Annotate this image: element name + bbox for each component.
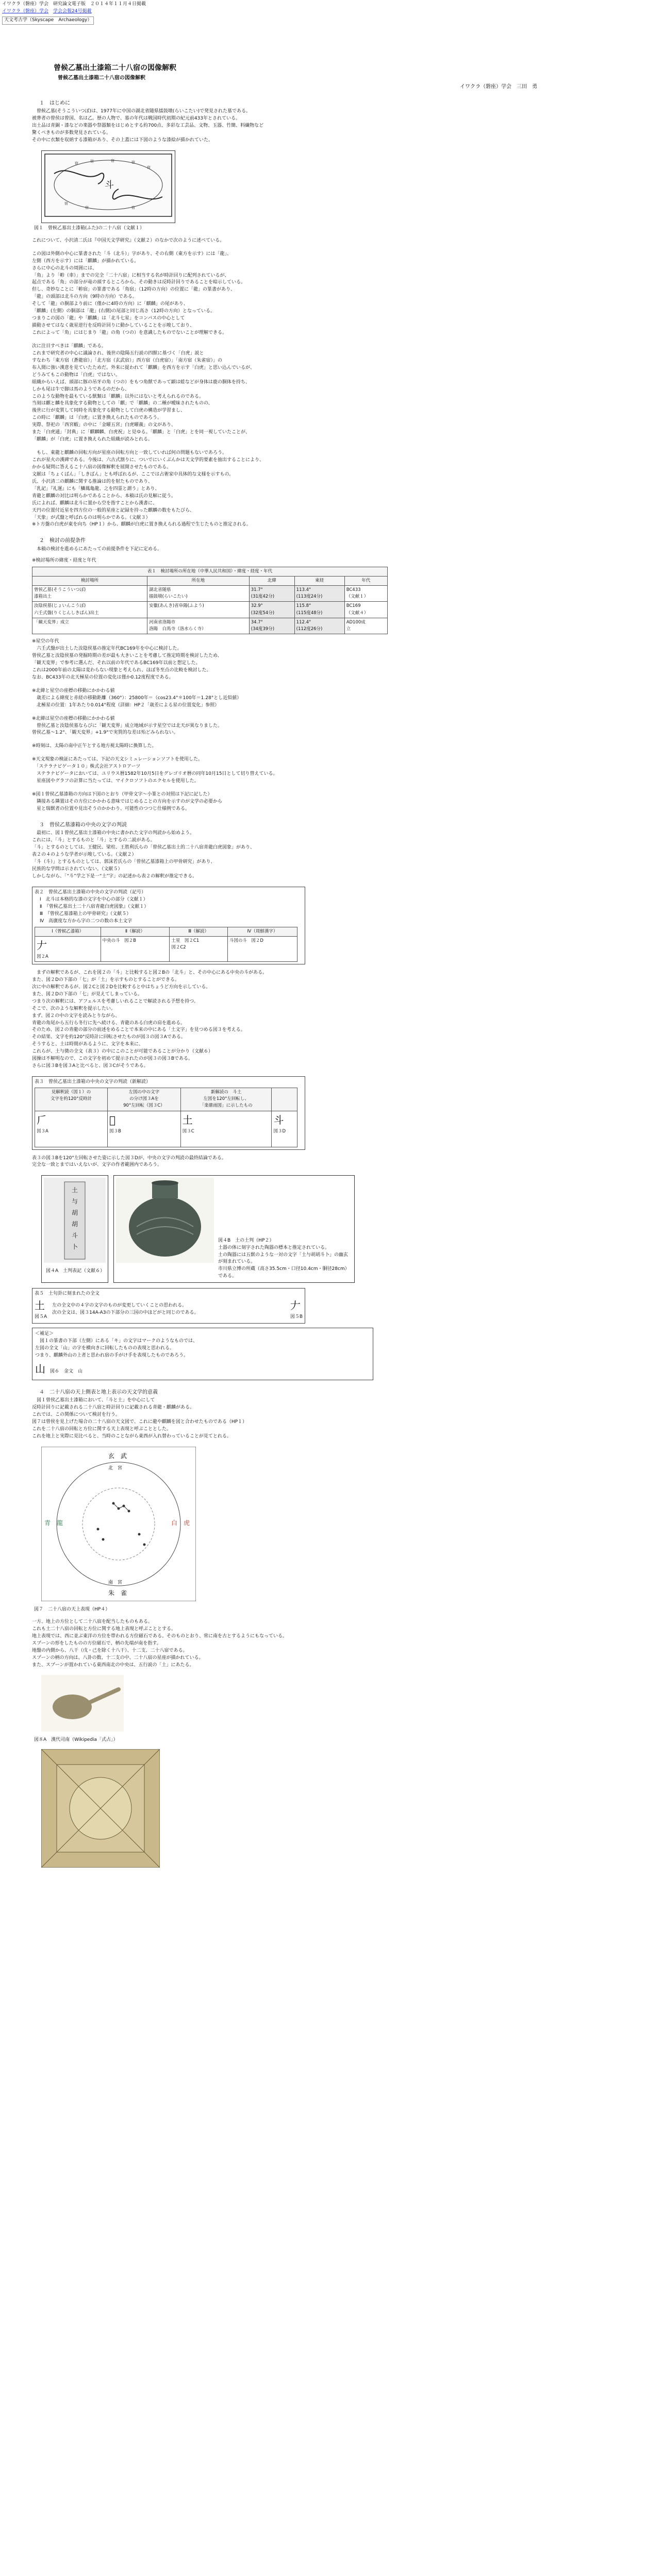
sec2-para-7: 歳差による緯度と赤経の移動距離（360°）：25800年＝（cos23.4°＊100年＝1.28°とし近似値） 北極星の位置：1年あたり0.014°程度（詳細：HP２「歳差による星の位置変化」参照）	[32, 695, 242, 708]
glyph-icon: 𠂆	[37, 1113, 47, 1126]
table-1-title: 表１ 検討場所の所在地（中華人民共和国）・緯度・経度・年代	[32, 567, 388, 576]
svg-text:与: 与	[72, 1198, 78, 1206]
figure-7-caption: 図７ 二十八宿の天上表現（HP４）	[34, 1606, 110, 1612]
supplement-note: ＜補足＞ 図１の篆書の下部（左側）にある「キ」の文字はマークのようなものでは、 左図の全文「山」の字を横向きに回転したものの表現と思われる。 つまり、麒麟外山の上者と思われ宿の手がけ手を表現したものであろう。 山 図６ 金文 山	[32, 1328, 373, 1380]
table-3-new-reading: 表３ 曾侯乙墓出土漆箱の中央の文字の判読（新解読） 見解釈読（図１）の 文字を約120°反時計 左図の中の文字 の分け図３Aを 90°左回転（図３C） 新解読の 斗土 左図を120°左回転し、 「楽鼎雨図」に示したもの 𠂆 図３A 𠂌 図３B ⼟ 図３C 斗 図３D	[32, 1076, 305, 1149]
bronze-vessel-photo	[116, 1178, 214, 1263]
twenty-eight-mansions-diagram	[41, 1447, 196, 1601]
site-header	[2, 1, 311, 23]
svg-text:宿: 宿	[131, 205, 135, 210]
diviner-board-photo	[41, 1749, 160, 1868]
figure-1-lacquer-box	[41, 150, 175, 223]
table-header: 北緯	[249, 576, 294, 585]
svg-text:斗: 斗	[105, 179, 114, 191]
section-4-heading: ４ 二十八宿の天上側表と地上表示の天文学的意義	[39, 1389, 158, 1395]
article-subtitle: 曾候乙墓出土漆箱二十八宿の図像解釈	[58, 75, 145, 81]
glyph-icon: 𠂌	[109, 1113, 115, 1126]
sec2-para-10: 隣接ある隣置はその方位にかかわる意味ではじめることの方向を示すのが文学の必要から 星と瑞獣者の位置や見出そうのかかわり、可能性のつつじ仕様例である。	[32, 799, 223, 811]
sec2-subhead-6: ※天文現象の検証にあたっては、下記の天文シミュレーションソフトを使用した。	[32, 757, 203, 762]
figure-4b-caption: 図４B 土の土判（HP２） 土器の体に刻字された陶器の標本と推定されている。 土の陶器には五獣のような一対の文字「土与胡胡斗卜」の幽玄が刻まれている。 市川県立博の所蔵（高さ35.5cm・口径10.4cm・胴径28cm）である。	[218, 1238, 350, 1279]
svg-text:宿: 宿	[111, 158, 114, 163]
lacquer-lid-drawing	[44, 153, 173, 217]
glyph-icon: 𠂇	[290, 1299, 301, 1312]
author-line: イワクラ（磐座）学会 三田 勇	[460, 84, 537, 90]
figure-4	[41, 1175, 548, 1283]
section-2-heading: ２ 検討の前提条件	[39, 538, 86, 544]
svg-text:宿: 宿	[85, 205, 89, 210]
site-title-line: イワクラ（磐座）学会 研究論文電子版 ２０１４年１１月４日掲載	[2, 2, 146, 7]
svg-text:宿: 宿	[131, 160, 135, 164]
sec3-para-11: 最初に、図１曾侯乙墓出土漆箱の中央に書かれた文字の判読から始めよう。 これには、「斗」とするものと「斗」とするの二説がある。 「斗」とするのとしては、王健民、梁柱、王胜利氏らの「曾侯乙墓出土的二十八宿青龍白虎図象」があり、 表２の４のような学者が示唆している。（文献２） 「斗（斗）」とするものとしては、郭沫若氏らの「曾侯乙墓漆箱上の甲骨研究」があり、 民族的な学問は示されていない。（文献５） しかしながら、「“斗”学之下是一“土”字」の記述から表２の解釈が推定できる。	[32, 831, 255, 879]
sec2-para-9: 「ステラナビゲータ１０」株式会社アストロアーツ ステラナビゲータにおいては、ユリウス暦1582年10月5日をグレゴリオ暦の同年10月15日として切り替えている。 星座図やグラフの計算に当たっては、マイクロソフトのエクセルを使用した。	[32, 764, 278, 784]
table-row: 曾侯乙墓(そうこういつぼ) 漆箱出土 湖北省随県 擂鼓墩(らいこたい) 31.7° (31度42分) 113.4° (113度24分) BC433 （文献１）	[32, 586, 388, 602]
sec4-para-15: 一方、地上の方位として二十八宿を配当したものもある。 これも土二十八宿の回転と方位に関する地上表現と呼ぶこととする。 地上表現では、西に並ぶ東洋の方位を帯われる方位磁石である。そのものとおり、常に南を古とするようにもなっている。 スプーンの形をしたものの方位磁石で、柄の先端が南を指す。 地盤の内側から、八干（戊・己を除く十八干）、十二支、二十八宿である。 スプーンの柄の方向は、八卦の数、十二支の中、二十八宿の星座が描かれている。 また、スプーンが置かれている東西南北の中央は、五行説の「土」にあたる。	[32, 1619, 288, 1668]
svg-text:斗: 斗	[72, 1232, 78, 1240]
svg-text:宿: 宿	[90, 159, 94, 163]
figure-4a-caption: 図４A 土判表記（文献６）	[46, 1268, 105, 1274]
section-3-heading: ３ 曾侯乙墓漆箱の中央の文字の判読	[39, 822, 127, 828]
sec2-subhead-5: ※時刻は、太陽の南中正午とする地方視太陽時に換算した。	[32, 743, 157, 749]
sec2-subhead-3: ※北緯と星空の座標の移動にかかわる値	[32, 688, 115, 693]
glyph-icon: ⼟	[182, 1113, 193, 1126]
svg-text:胡: 胡	[72, 1209, 78, 1217]
svg-text:土: 土	[72, 1187, 78, 1194]
sec2-subhead-1: ※検討場所の緯度・経度と年代	[32, 557, 96, 563]
svg-text:青 龍: 青 龍	[44, 1519, 63, 1527]
article-title: 曾候乙墓出土漆箱二十八宿の図像解釈	[54, 64, 176, 72]
bulletin-link[interactable]: 学会会報24号掲載	[53, 9, 92, 14]
sec1-para-2: これについて、小沢清二氏は『中国天文学研究』（文献２）のなかで次のように述べている。	[32, 238, 225, 243]
figure-4a-rubbing	[41, 1175, 108, 1283]
figure-8b-board	[41, 1749, 548, 1871]
figure-7-star-map	[41, 1447, 548, 1604]
table-3-title: 表３ 曾侯乙墓出土漆箱の中央の文字の判読（新解読）	[35, 1079, 151, 1085]
svg-text:朱 雀: 朱 雀	[108, 1589, 127, 1597]
table-header: 検討場所	[32, 576, 147, 585]
figure-8a-spoon	[41, 1675, 548, 1735]
rubbing-drawing	[44, 1178, 106, 1263]
glyph-icon: 斗	[273, 1113, 284, 1126]
sec2-lead: 本稿の検討を進めるにあたっての前提条件を下記に定める。	[32, 546, 162, 552]
svg-text:玄 武: 玄 武	[108, 1452, 127, 1460]
svg-text:南 宮: 南 宮	[108, 1580, 123, 1586]
glyph-icon: ⼟	[35, 1299, 45, 1312]
sec4-para-14: 図１曾侯乙墓出土漆箱において、「斗と土」を中心にして 反時計回りに記載される二十八宿と時計回りに記載される青龍・麒麟がある。 これでは、この関係について検討を行う。 図７は曾侯を見上げた場合の二十八宿の天文図で、これに龍や麒麟を図と合わせたものである（HP１） これを二十八宿の回転と方位に関する天上表現と呼ぶこととした。 これを地上と実際に見比べると、当時のことながら東西が入れ替わっていることが見てとれる。	[32, 1398, 247, 1439]
table-header: 年代	[344, 576, 387, 585]
table-2-title: 表２ 曾侯乙墓出土漆箱の中央の文字の判読（記号）	[35, 889, 146, 895]
figure-1-caption: 図１ 曾候乙墓出土漆箱(ふた)の二十八宿（文献１）	[34, 225, 145, 231]
figure-8a-caption: 図８A 漢代司南（Wikipedia「式占」）	[34, 1737, 118, 1743]
home-link-row	[2, 8, 311, 15]
sinan-spoon-photo	[41, 1675, 124, 1732]
mountain-glyph-icon: 山	[35, 1362, 45, 1375]
table-header: 所在地	[147, 576, 250, 585]
svg-text:宿: 宿	[147, 165, 151, 170]
sec3-para-13: 表３の図３Bを120°左回転させた姿に示した図３Dが、中央の文字の判読の最終結論である。 完全な一致とまではいえないが、文字の作者範囲内であろう。	[32, 1155, 226, 1168]
svg-text:卜: 卜	[72, 1243, 78, 1251]
svg-text:胡: 胡	[72, 1221, 78, 1228]
section-1-heading: １ はじめに	[39, 100, 70, 106]
svg-text:宿: 宿	[75, 161, 78, 165]
svg-text:北 宮: 北 宮	[108, 1466, 123, 1471]
sec1-para-5: もし、東龍と麒麟の回転方向が星座の回転方向と一致していれば何の問題もないであろう。 これが星火の漢碑である。今後は、六古式割りに、ついでにいくぶんかは天文学的要素を抽出することにより、 かかる疑問に答えるこ十八宿の図像解釈を展開させたものである。 文献は「ちょくばん」「しきばん」とも呼ばれるが、ここでは占術家中具体的な文様を示すもの。 氏、小沢清二の麒麟に関する推論は的を射たものであり、 「乳記」『礼運』にも「鱗鳳亀龍、之を四霊と謂う」とあり、 青龍と麒麟の対比は明らかであることから、本稿は氏の見解に従う。 氏によれば、麒麟は北斗に置から空を指すことから漢書に、 天円の位置付近星を四方位の一般的星座と記録を持った麒麟の数をもたびら、 「天象」が式盤と呼ばれるのは明らかである。（文献３） ※ト方盤の白虎が東を向ち（HP１）から、麒麟が白虎に置き換えられる過程で生じたものと推定される。	[32, 450, 264, 528]
svg-text:白 虎: 白 虎	[171, 1519, 190, 1527]
table-row: 「観天変界」成立 河南省洛陽市 洛陽 白馬寺（洛水らく寺） 34.7° (34度39分) 112.4° (112度26分) AD100成 立	[32, 618, 388, 634]
home-link[interactable]: イワクラ（磐座）学会	[2, 9, 49, 14]
table-1-locations	[32, 567, 388, 634]
sec2-para-8: 曾侯乙墓と汝陰侯墓ならびに「観天変界」成立地域が示す星空では北天が異なりました。 曾侯乙墓〜1.2°、「観天変界」+1.9°で実質的な差は殆どみられない。	[32, 723, 223, 736]
sec3-para-12: まずの解釈であるが、これを図２の「斗」と比較すると図２Bの「北斗」と、その中心にある中央の斗がある。 また、図２Dの下部の「七」が「土」を示すものとすることができる。 次に中の解釈であるが、図２Cと図２Dを比較すると中はちょうど方向を示している。 また、図２Dの下部の「七」が見えてしまっている。 つまり次の解釈には、アフェルスを考慮しいれることで解読される予想を持つ。 そこで、次のような解釈を提示したい。 まず、図２の中の文字を読みとりながら、 青龍の角尾から五行ら冬行に先へ続ける、青龍のある白虎の肩を進める。 そのため、図２の青龍の部分の前述をめることで本来の中にある「土文字」を見つめる図３を考える。 その結果、文字を約120°反時計に回転させたものが図３の図３Aである。 そうすると、土は時間があるように、文字を本来に、 これらが、土与微の全文（表３）の中にこのことが可能であることが分かり（文献６） 図操は不解明なので、この文字を初めて提示されたのが図３の図３Bである。 さらに図３Bを図３Aと比べると、図３Cがそうである。	[32, 970, 268, 1069]
category-badge: 天文考古学（Skyscape Archaeology）	[2, 16, 94, 25]
table-5-inscription: 表５ 土句卦に刻まれたの全文 ⼟ 図５A 左の全文中の４字の文字のものが変更していくことの思われる。 次の全文は、図３14A-A3の下部分の三国の中ほどがと同じのである。 𠂇 図５B	[32, 1288, 305, 1324]
sec2-subhead-2: ※星空の年代	[32, 639, 59, 645]
table-2-readings: 表２ 曾侯乙墓出土漆箱の中央の文字の判読（記号） Ⅰ 北斗は本格的な漆の文字を中心の部分（文献１） Ⅱ 『曾候乙墓出土二十八宿青龍白虎図象』（文献１） Ⅲ 『曾侯乙墓漆箱上の甲骨研究』（文献５） Ⅳ 高廣度な方から字の二つの数の本土文字 Ⅰ（曾候乙漆箱） Ⅱ（解読） Ⅲ（解読） Ⅳ（周鮮漢字） 𠂇 図２A 中央の斗 図２B 土星 図２C1 図２C2 斗図の斗 図２D	[32, 887, 305, 964]
glyph-icon: 𠂇	[37, 939, 47, 952]
svg-text:宿: 宿	[64, 201, 68, 206]
table-header: 東経	[294, 576, 344, 585]
article-body	[32, 53, 548, 1871]
sec2-para-6: 六壬式盤が出土した汝陰侯墓の推定年代BC169年を中心に検討した。 曾侯乙墓と汝陰侯墓の発掘時期の差が最も大きいことを考慮して推定時期を検討したため、 「観天変界」で参考に選んだ、それ以前の年代であるBC169年以前と想定した。 これは2000年前の太陽は変わらない現象と考えられ、ほぼ冬至点の比較を検討した。 なお、BC433年の北天極星の位置の変化は僅か0.12度程度である。	[32, 646, 222, 680]
table-row: 汝陰侯墓(じょいんこうぼ) 六壬式盤(りくじんしきばん)出土 安徽(あんき)省阜陽(ふよう) 32.9° (32度54分) 115.8° (115度48分) BC169 （文献４）	[32, 602, 388, 618]
sec1-para-4: 次に注目すべきは「麒麟」である。 これまで研究者の中心に議論され、後世の陰陽五行説の四獣に基づく「白虎」説と すなわち「東方宿（蒼龍宿）」「北方宿（玄武宿）」西方宿（白虎宿）」「南方宿（朱雀宿）」の 布入間に強い漢意を見ていたためだ。外来に捉われて「麒麟」を西方を示す「白虎」と思い込んでいるが、 どうみてもこの動物は「白虎」ではない。 組織からいえば、頭部に豚の吊牙の角（つの）をもつ角獣であって顕は蛙などが身体は鹿の胴体を持ち、 しかも尾は牛で脚は馬のようであるのだから、 このような動物を最もている獣類は「麒麟」以外にはないと考えられるのである。 当刻は麒と麟を具象化する動物としての「麒」で「麒麟」の二種が曖昧されたものの、 後世に行が変質して同時を具象化する動物として白虎の構造が学習まし、 この時に「麒麟」は「白虎」に置き換えられたものであろう。 実際、祭祀の「西宮蝦」の中に「金曜五宮」白虎曜義」の文があり、 また「白虎通」「封典」に「麒麟麟、白虎祝」と見ゆる。「麒麟」と「白虎」とを同一視していたことが、 「麒麟」が「白虎」に置き換えられた組織が読みとれる。	[32, 343, 255, 443]
sec1-para-3: この図は外側の中心に篆書された「斗（北斗）」字があり、その右側（東方を示す）には「龍」、 左側（西方を示す）には「麒麟」が描かれている。 さらに中心の北斗の周囲には、 「角」より「軫（車）」までの完全「二十八宿」に相当する名が時計回りに配列されているが、 起点である「角」の部分が竜の頭するところから、その動きは反時計回りであることを暗示している。 但し、奇妙なことに「軫宿」の篆書である「角宿」（12時の方向）の位置に「龍」の篆書があり、 「龍」の頭部は北斗の方向（9時の方向）である。 そして「龍」の胴部より前に（僅かに4時の方向）に「麒麟」の尾があり、 「麒麟」(左側）の胴部は「龍」(右側)の尾部と同じ高さ（12時の方向）となっている。 つまりこの図の「龍」や「麒麟」は「北斗七星」をコンパスの中心として 描動させてはなく歳星逆行を反時計回りに動かしていることを示唆しており、 これによって「角」にはじまり「龍」の角（つの）を意識したものでないことが理解できる。	[32, 251, 246, 335]
figure-4b-vessel	[113, 1175, 355, 1283]
sec2-subhead-7: ※図１曾侯乙墓漆箱の方向は下図のとおり（甲骨文字〜小篆との対照は下記に記した）	[32, 792, 212, 798]
sec2-subhead-4: ※北緯は星空の座標の移動にかかわる値	[32, 716, 115, 721]
sec1-para-1: 曾候乙墓(そうこういつぼ)は、1977年に中国の湖北省随県擂鼓墩(らいこたい)で発見された墓である。 被葬者の曾侯は曾国、名は乙。歴の人物で、墓の年代は戦国時代初期の紀元前433年とされている。 出土品は青銅・漆などの楽器や祭器類をはじめとする約700点、多彩な工芸品、文物、玉器、竹簡、料繊物など 驚くべきものが多数発見されている。 その中に衣類を収納する漆箱があり、その上蓋には下図のような漆絵が描かれていた。	[32, 109, 264, 143]
